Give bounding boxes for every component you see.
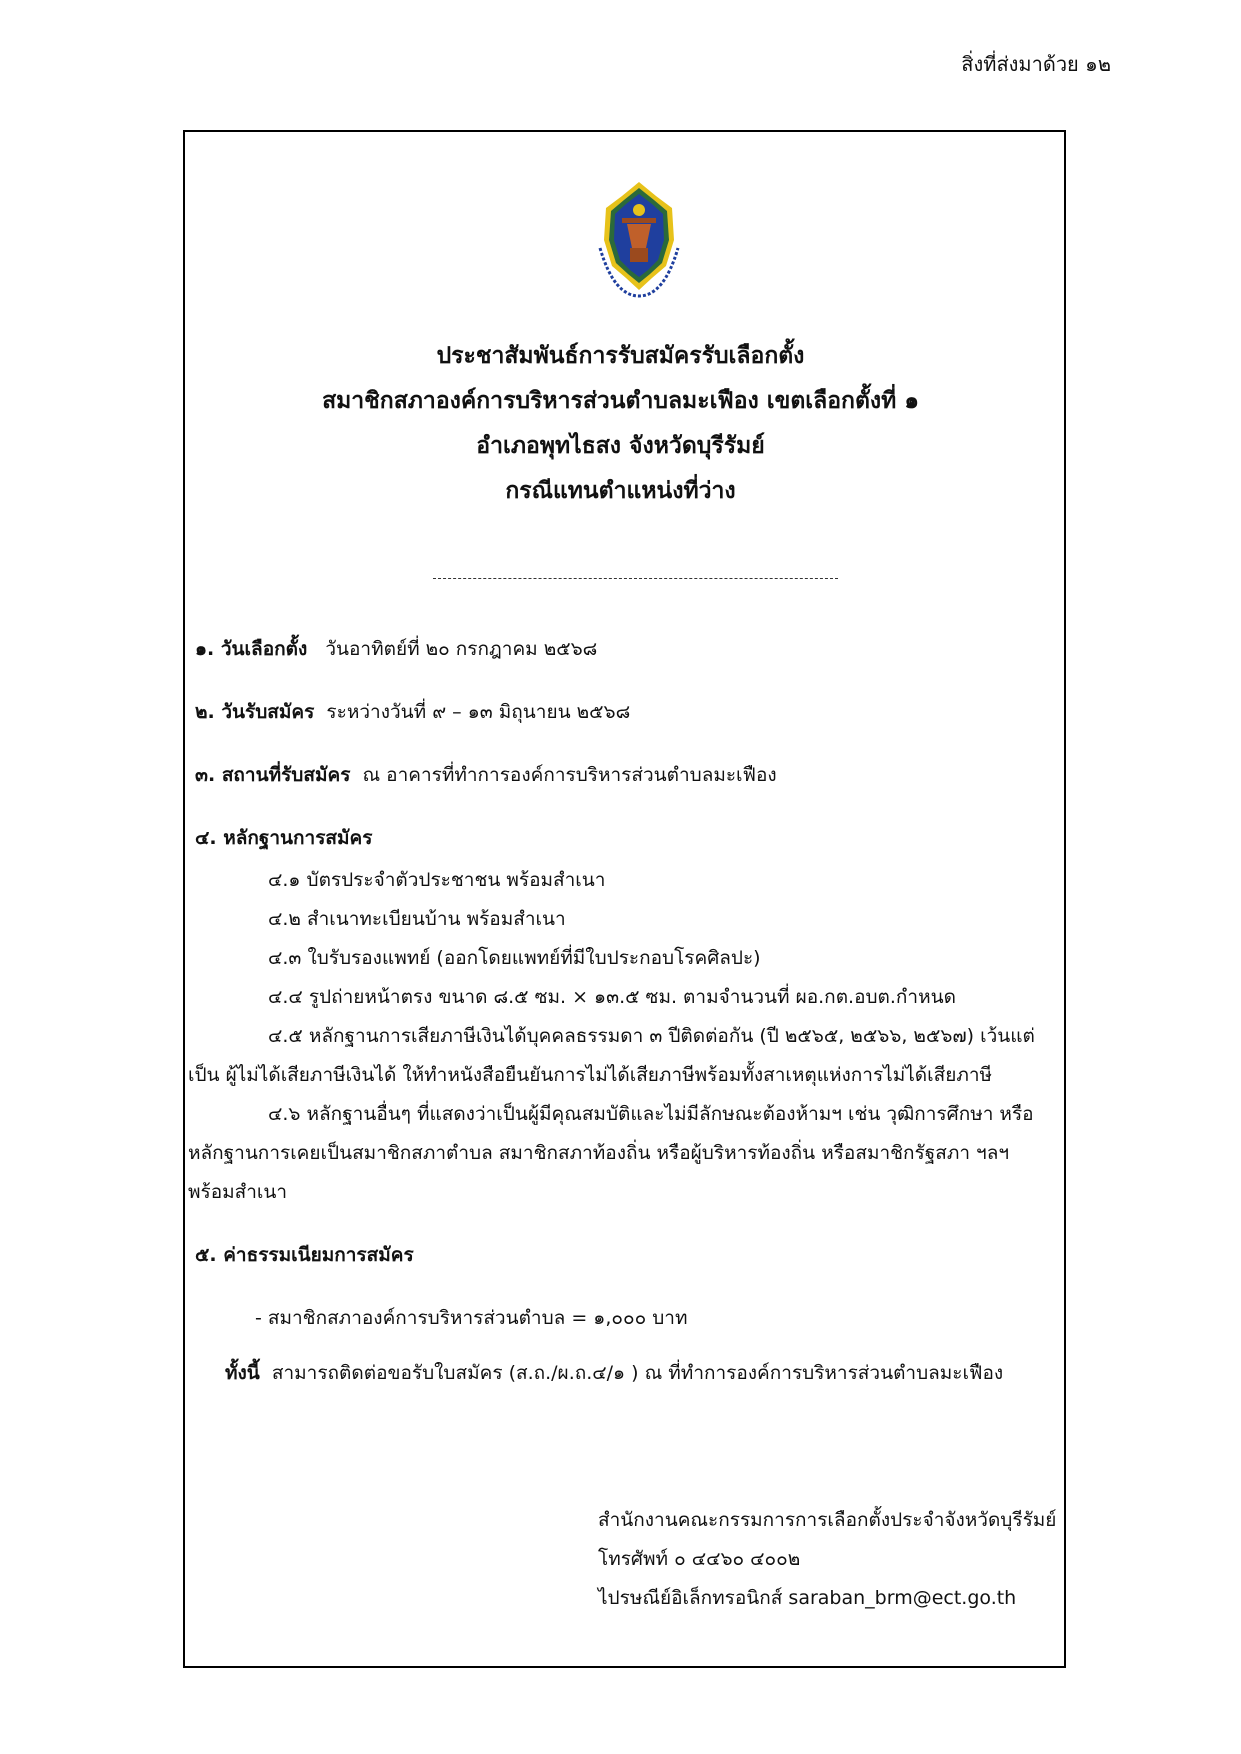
document-item: ๔.๕ หลักฐานการเสียภาษีเงินได้บุคคลธรรมดา ๓ ปีติดต่อกัน (ปี ๒๕๖๕, ๒๕๖๖, ๒๕๖๗) เว้นแต่ xyxy=(268,1025,1035,1047)
ect-emblem-icon xyxy=(594,178,684,298)
section-documents-label: ๔. หลักฐานการสมัคร xyxy=(195,827,373,849)
note-text: สามารถติดต่อขอรับใบสมัคร (ส.ถ./ผ.ถ.๔/๑ ) ณ ที่ทำการองค์การบริหารส่วนตำบลมะเฟือง xyxy=(271,1362,1004,1384)
document-item: ๔.๔ รูปถ่ายหน้าตรง ขนาด ๘.๕ ซม. × ๑๓.๕ ซม. ตามจำนวนที่ ผอ.กต.อบต.กำหนด xyxy=(268,986,956,1008)
attachment-label: สิ่งที่ส่งมาด้วย ๑๒ xyxy=(961,52,1111,76)
section-fee-label: ๕. ค่าธรรมเนียมการสมัคร xyxy=(195,1244,414,1266)
document-item: ๔.๑ บัตรประจำตัวประชาชน พร้อมสำเนา xyxy=(268,869,606,891)
footer-email: ไปรษณีย์อิเล็กทรอนิกส์ saraban_brm@ect.go.th xyxy=(598,1587,1017,1609)
divider xyxy=(433,578,838,579)
title-line-1: ประชาสัมพันธ์การรับสมัครรับเลือกตั้ง xyxy=(436,343,805,369)
section-application-dates xyxy=(195,697,630,727)
document-item: ๔.๒ สำเนาทะเบียนบ้าน พร้อมสำเนา xyxy=(268,908,566,930)
document-item: ๔.๖ หลักฐานอื่นๆ ที่แสดงว่าเป็นผู้มีคุณสมบัติและไม่มีลักษณะต้องห้ามฯ เช่น วุฒิการศึกษา หรือ xyxy=(268,1103,1034,1125)
section-label: ๓. สถานที่รับสมัคร xyxy=(195,764,351,786)
title-line-2: สมาชิกสภาองค์การบริหารส่วนตำบลมะเฟือง เขตเลือกตั้งที่ ๑ xyxy=(322,388,919,414)
note xyxy=(225,1358,1003,1388)
note-lead: ทั้งนี้ xyxy=(225,1362,260,1384)
footer-phone: โทรศัพท์ ๐ ๔๔๖๐ ๔๐๐๒ xyxy=(598,1548,801,1570)
section-value: วันอาทิตย์ที่ ๒๐ กรกฎาคม ๒๕๖๘ xyxy=(325,638,598,660)
document-item-cont: พร้อมสำเนา xyxy=(188,1181,288,1203)
section-value: ณ อาคารที่ทำการองค์การบริหารส่วนตำบลมะเฟือง xyxy=(362,764,777,786)
title-line-3: อำเภอพุทไธสง จังหวัดบุรีรัมย์ xyxy=(476,433,765,459)
fee-item: - สมาชิกสภาองค์การบริหารส่วนตำบล = ๑,๐๐๐ บาท xyxy=(255,1307,688,1329)
footer-office: สำนักงานคณะกรรมการการเลือกตั้งประจำจังหวัดบุรีรัมย์ xyxy=(598,1509,1057,1531)
section-application-place xyxy=(195,760,777,790)
section-label: ๒. วันรับสมัคร xyxy=(195,701,315,723)
section-election-date xyxy=(195,634,597,664)
section-value: ระหว่างวันที่ ๙ – ๑๓ มิถุนายน ๒๕๖๘ xyxy=(326,701,631,723)
document-item-cont: เป็น ผู้ไม่ได้เสียภาษีเงินได้ ให้ทำหนังสือยืนยันการไม่ได้เสียภาษีพร้อมทั้งสาเหตุแห่งการไม่ได้เสียภาษี xyxy=(188,1064,993,1086)
section-label: ๑. วันเลือกตั้ง xyxy=(195,638,308,660)
document-item-cont: หลักฐานการเคยเป็นสมาชิกสภาตำบล สมาชิกสภาท้องถิ่น หรือผู้บริหารท้องถิ่น หรือสมาชิกรัฐสภา ฯลฯ xyxy=(188,1142,1010,1164)
title-line-4: กรณีแทนตำแหน่งที่ว่าง xyxy=(505,478,736,504)
document-item: ๔.๓ ใบรับรองแพทย์ (ออกโดยแพทย์ที่มีใบประกอบโรคศิลปะ) xyxy=(268,947,761,969)
